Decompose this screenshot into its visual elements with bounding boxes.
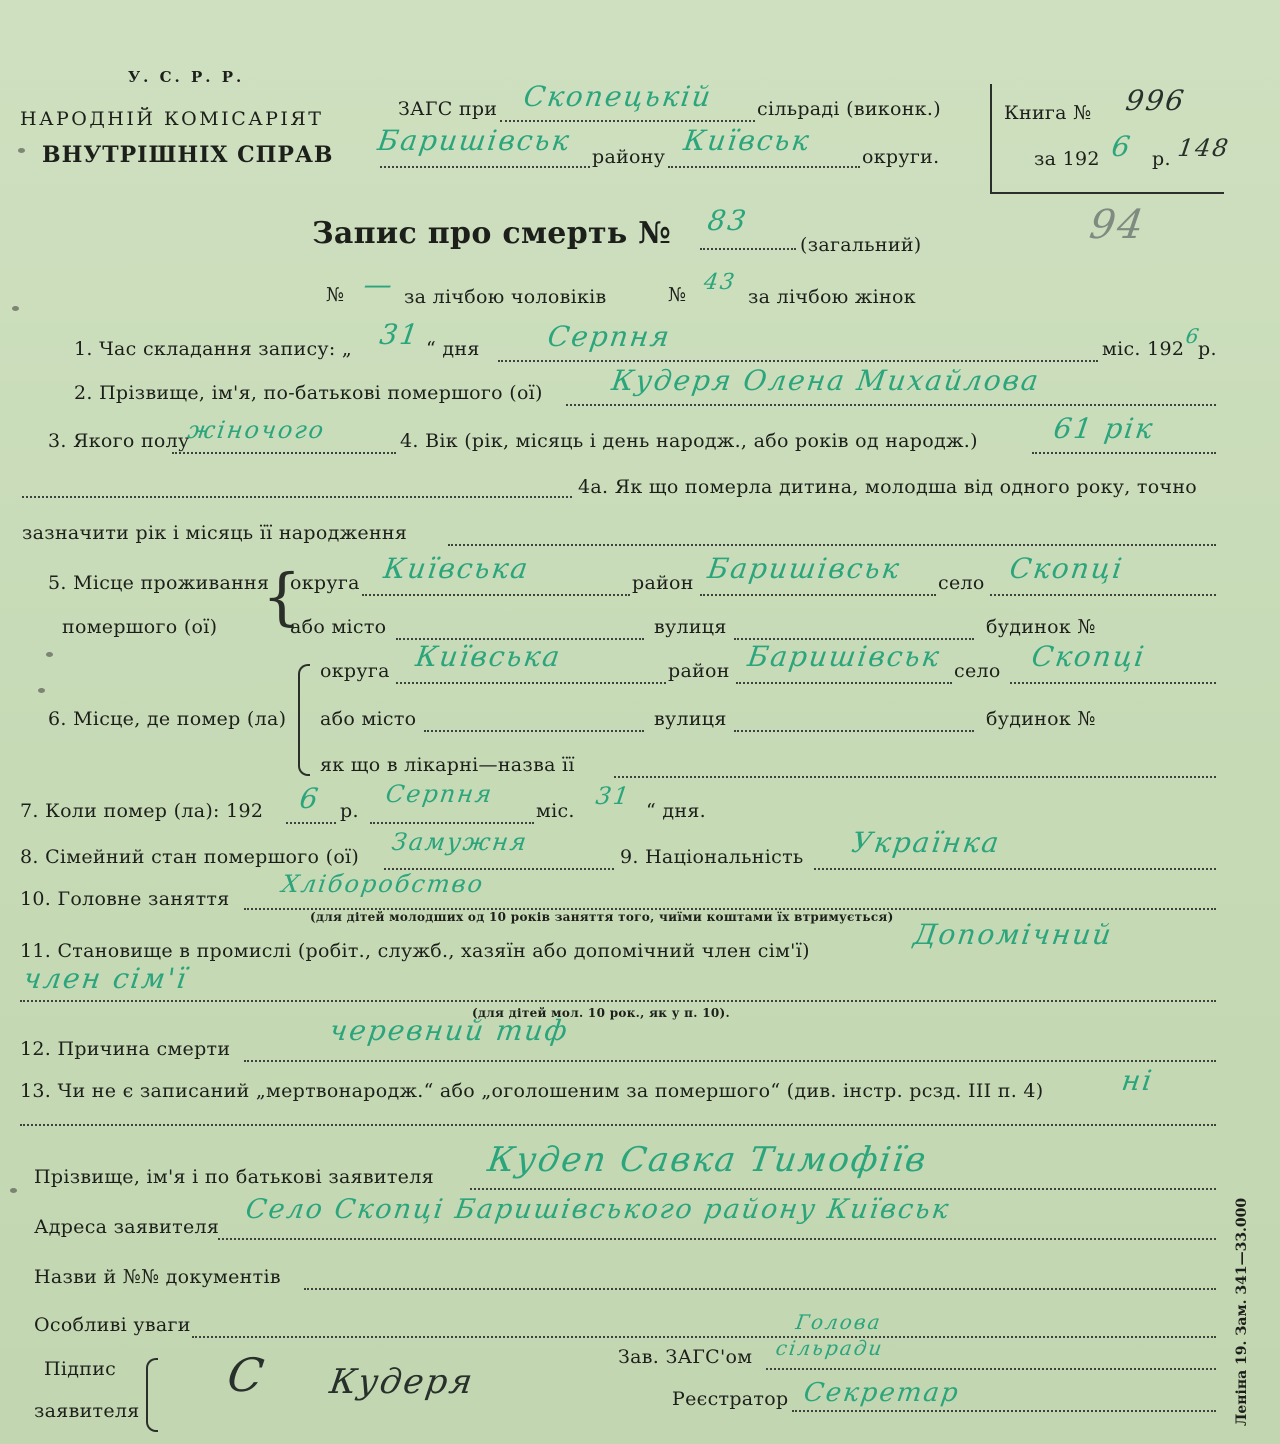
men-number-sign: № bbox=[326, 284, 345, 306]
res-selo-line bbox=[990, 594, 1216, 596]
notes-line bbox=[192, 1336, 1216, 1338]
hospital-line bbox=[614, 776, 1216, 778]
book-number-handwritten: 996 bbox=[1123, 84, 1188, 117]
res-raion-label: район bbox=[632, 572, 694, 594]
field-7-year-suffix: р. bbox=[340, 800, 359, 822]
field-1-month-label: міс. 192 bbox=[1102, 338, 1185, 360]
okruha-handwritten: Київськ bbox=[681, 124, 813, 157]
death-raion-line bbox=[736, 682, 952, 684]
field-5-label: 5. Місце проживання bbox=[48, 572, 270, 594]
res-raion-handwritten: Баришівськ bbox=[705, 552, 903, 585]
res-house-label: будинок № bbox=[986, 616, 1096, 638]
name-handwritten: Кудеря Олена Михайлова bbox=[609, 364, 1043, 397]
death-selo-label: село bbox=[954, 660, 1001, 682]
field-4-label: 4. Вік (рік, місяць і день народж., або років од народж.) bbox=[400, 430, 978, 452]
field-10-note: (для дітей молодших од 10 років заняття того, чиїми коштами їх втримується) bbox=[310, 910, 894, 924]
ink-spot bbox=[12, 306, 19, 311]
death-year-line bbox=[286, 822, 336, 824]
record-title: Запис про смерть № bbox=[312, 216, 672, 251]
field-6-bracket bbox=[298, 664, 310, 776]
birth-line bbox=[22, 496, 572, 498]
res-raion-line bbox=[700, 594, 936, 596]
raion-handwritten: Баришівськ bbox=[375, 124, 573, 157]
res-okruha-label: округа bbox=[290, 572, 360, 594]
record-number-handwritten: 83 bbox=[705, 204, 750, 237]
documents-line bbox=[304, 1288, 1216, 1290]
women-number-sign: № bbox=[668, 284, 687, 306]
year-suffix: р. bbox=[1152, 148, 1171, 170]
signature-c-handwritten: С bbox=[224, 1348, 269, 1402]
department-label: ВНУТРІШНІХ СПРАВ bbox=[42, 142, 334, 168]
zags-line bbox=[500, 120, 755, 122]
field-10-label: 10. Головне заняття bbox=[20, 888, 230, 910]
signature-handwritten: Кудеря bbox=[327, 1362, 477, 1402]
marital-handwritten: Замужня bbox=[390, 828, 531, 856]
ink-spot bbox=[38, 688, 45, 693]
res-street-label: вулиця bbox=[654, 616, 727, 638]
field-11-label: 11. Становище в промислі (робіт., служб., хазяїн або допомічний член сім'ї) bbox=[20, 940, 810, 962]
applicant-name-label: Прізвище, ім'я і по батькові заявителя bbox=[34, 1166, 434, 1188]
record-alt-handwritten: 94 bbox=[1086, 202, 1149, 248]
month-line bbox=[498, 360, 1098, 362]
secretary-handwritten: Секретар bbox=[801, 1378, 962, 1408]
field-1-year-suffix: р. bbox=[1198, 338, 1217, 360]
field-13-line bbox=[20, 1124, 1216, 1126]
ink-spot bbox=[46, 652, 53, 657]
registrar-label: Реєстратор bbox=[672, 1388, 789, 1410]
field-1-label: 1. Час складання запису: „ bbox=[74, 338, 353, 360]
field-9-label: 9. Національність bbox=[620, 846, 804, 868]
raion-line bbox=[380, 166, 590, 168]
field-6-label: 6. Місце, де помер (ла) bbox=[48, 708, 287, 730]
raion-label: району bbox=[592, 146, 666, 168]
cause-handwritten: черевний тиф bbox=[327, 1014, 572, 1047]
death-city-label: або місто bbox=[320, 708, 417, 730]
zags-suffix: сільраді (виконк.) bbox=[757, 98, 941, 120]
age-handwritten: 61 рік bbox=[1051, 412, 1157, 445]
sex-line bbox=[172, 452, 396, 454]
registrar-line bbox=[792, 1410, 1216, 1412]
death-month-handwritten: Серпня bbox=[384, 780, 496, 808]
applicant-address-handwritten: Село Скопці Баришівського району Київськ bbox=[243, 1194, 953, 1225]
death-okruha-label: округа bbox=[320, 660, 390, 682]
death-street-line bbox=[734, 730, 974, 732]
notes-label: Особливі уваги bbox=[34, 1314, 191, 1336]
position-line bbox=[20, 1000, 1216, 1002]
men-count-handwritten: — bbox=[361, 268, 397, 301]
cause-line bbox=[244, 1060, 1216, 1062]
death-raion-label: район bbox=[668, 660, 730, 682]
position-handwritten-a: Допомічний bbox=[911, 918, 1115, 951]
zags-head-label: Зав. ЗАГС'ом bbox=[618, 1346, 753, 1368]
signature-label-b: заявителя bbox=[34, 1400, 140, 1422]
printer-mark: Леніна 19. Зам. 341—33.000 bbox=[1234, 1197, 1250, 1426]
death-year-handwritten: 6 bbox=[297, 782, 323, 815]
men-label: за лічбою чоловіків bbox=[404, 286, 607, 308]
field-7-day-label: “ дня. bbox=[646, 800, 706, 822]
ussr-label: У. С. Р. Р. bbox=[128, 68, 245, 86]
hospital-label: як що в лікарні—назва її bbox=[320, 754, 575, 776]
applicant-address-line bbox=[218, 1238, 1216, 1240]
ink-spot bbox=[18, 148, 25, 153]
death-selo-line bbox=[1010, 682, 1216, 684]
death-okruha-handwritten: Київська bbox=[413, 640, 564, 673]
position-handwritten-b: член сім'ї bbox=[21, 962, 190, 995]
year-digit-handwritten: 6 bbox=[1109, 130, 1135, 163]
field-1-day-label: “ дня bbox=[426, 338, 480, 360]
nationality-line bbox=[814, 868, 1216, 870]
res-selo-handwritten: Скопці bbox=[1007, 552, 1126, 585]
field-8-label: 8. Сімейний стан помершого (ої) bbox=[20, 846, 360, 868]
name-line bbox=[566, 404, 1216, 406]
head-handwritten-b: сільради bbox=[774, 1336, 886, 1360]
death-city-line bbox=[424, 730, 644, 732]
field-5-label-cont: помершого (ої) bbox=[62, 616, 218, 638]
res-selo-label: село bbox=[938, 572, 985, 594]
occupation-handwritten: Хліборобство bbox=[280, 870, 487, 898]
signature-label-a: Підпис bbox=[44, 1358, 117, 1380]
signature-bracket bbox=[146, 1358, 158, 1432]
women-label: за лічбою жінок bbox=[748, 286, 916, 308]
okruha-line bbox=[668, 166, 860, 168]
death-house-label: будинок № bbox=[986, 708, 1096, 730]
field-13-label: 13. Чи не є записаний „мертвонародж.“ або „оголошеним за помершого“ (див. інстр. рсзд. ІІІ п. 4) bbox=[20, 1080, 1044, 1102]
zags-village-handwritten: Скопецькій bbox=[521, 80, 715, 113]
sex-handwritten: жіночого bbox=[186, 416, 328, 444]
res-okruha-handwritten: Київська bbox=[381, 552, 532, 585]
res-okruha-line bbox=[362, 594, 630, 596]
year-digit2-handwritten: 6 bbox=[1184, 324, 1203, 348]
applicant-address-label: Адреса заявителя bbox=[34, 1216, 220, 1238]
field-4a-label: 4а. Як що померла дитина, молодша від одного року, точно bbox=[578, 476, 1198, 498]
day-handwritten: 31 bbox=[377, 318, 422, 351]
documents-label: Назви й №№ документів bbox=[34, 1266, 281, 1288]
nationality-handwritten: Українка bbox=[849, 826, 1003, 859]
death-selo-handwritten: Скопці bbox=[1029, 640, 1148, 673]
year-label: за 192 bbox=[1034, 148, 1100, 170]
field-3-label: 3. Якого полу bbox=[48, 430, 190, 452]
book-label: Книга № bbox=[1004, 102, 1092, 124]
field-12-label: 12. Причина смерти bbox=[20, 1038, 231, 1060]
field-4a-cont: зазначити рік і місяць її народження bbox=[22, 522, 408, 544]
birth-line-2 bbox=[448, 544, 1216, 546]
death-okruha-line bbox=[396, 682, 666, 684]
head-handwritten-a: Голова bbox=[794, 1310, 884, 1334]
death-day-handwritten: 31 bbox=[594, 782, 633, 810]
applicant-name-handwritten: Кудеп Савка Тимофіїв bbox=[485, 1140, 931, 1180]
applicant-name-line bbox=[470, 1188, 1216, 1190]
res-city-label: або місто bbox=[290, 616, 387, 638]
zags-head-line bbox=[766, 1368, 1216, 1370]
commissariat-label: НАРОДНІЙ КОМІСАРІЯТ bbox=[20, 108, 324, 130]
field-7-month-label: міс. bbox=[536, 800, 575, 822]
stillborn-handwritten: ні bbox=[1119, 1064, 1156, 1097]
ink-spot bbox=[10, 1188, 17, 1193]
month-handwritten: Серпня bbox=[545, 320, 674, 353]
field-5-brace: { bbox=[262, 560, 302, 633]
field-2-label: 2. Прізвище, ім'я, по-батькові помершого (ої) bbox=[74, 382, 543, 404]
death-raion-handwritten: Баришівськ bbox=[745, 640, 943, 673]
death-street-label: вулиця bbox=[654, 708, 727, 730]
field-7-label: 7. Коли помер (ла): 192 bbox=[20, 800, 264, 822]
record-number-line bbox=[700, 248, 796, 250]
age-line bbox=[1032, 452, 1216, 454]
death-month-line bbox=[370, 822, 534, 824]
women-count-handwritten: 43 bbox=[702, 270, 738, 295]
zags-prefix: ЗАГС при bbox=[398, 98, 498, 120]
page-number-handwritten: 148 bbox=[1176, 134, 1232, 162]
general-label: (загальний) bbox=[800, 234, 922, 256]
okruha-label: округи. bbox=[862, 146, 940, 168]
field-11-note: (для дітей мол. 10 рок., як у п. 10). bbox=[472, 1006, 730, 1020]
